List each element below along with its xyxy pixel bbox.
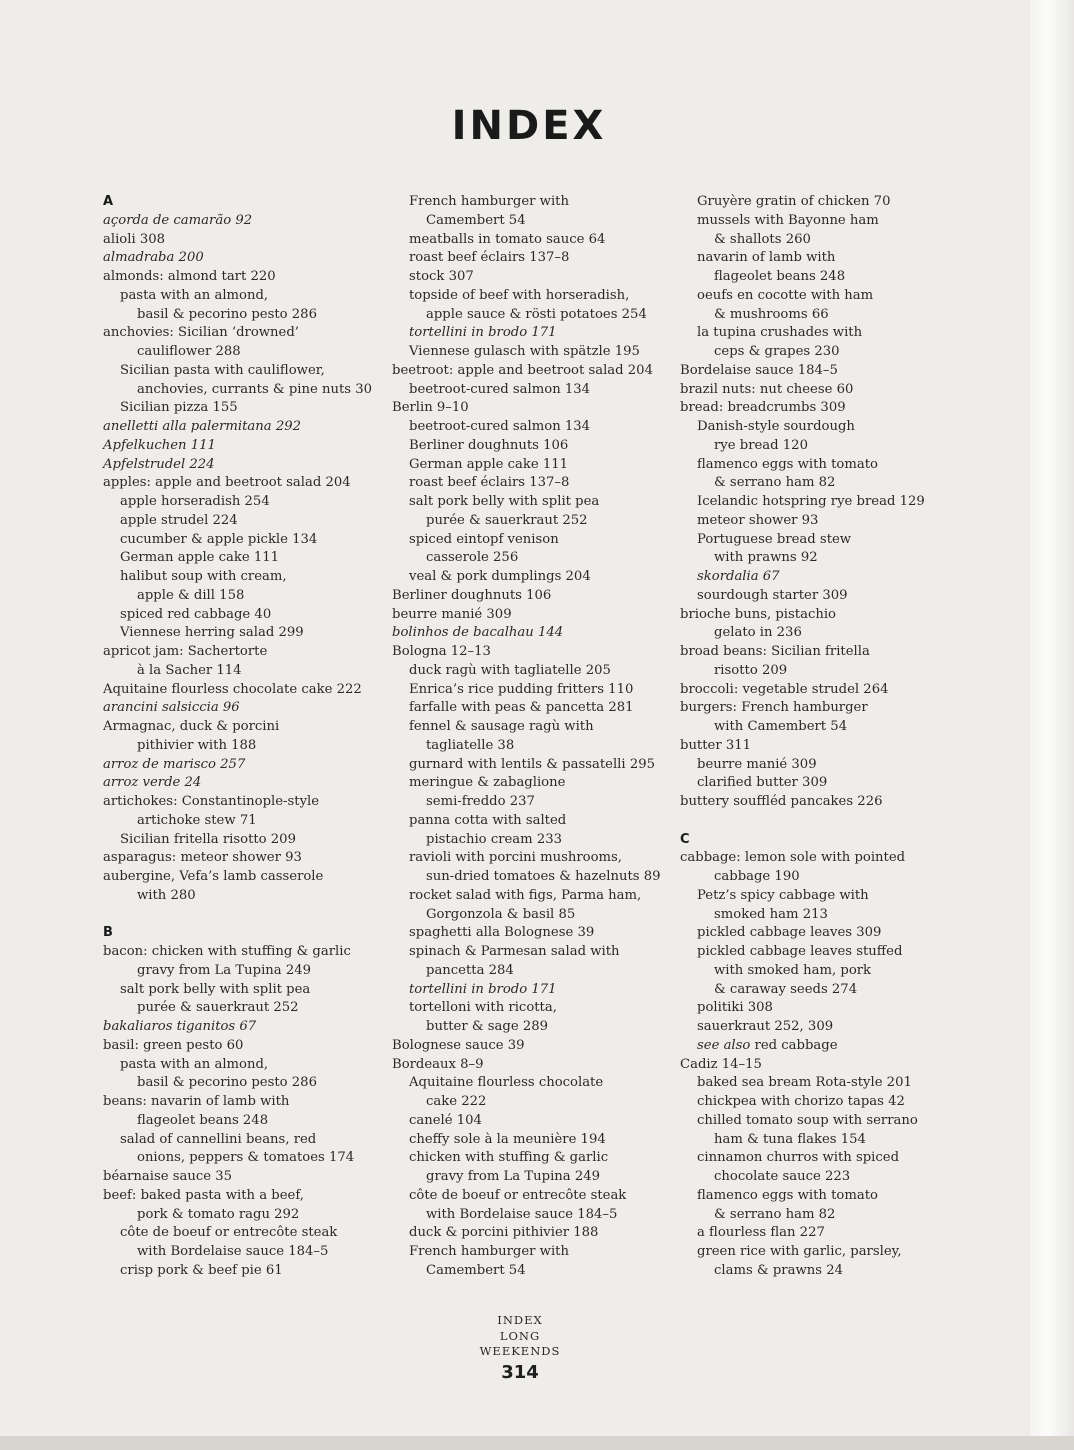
index-column-2 xyxy=(392,193,661,1281)
index-subentry: with Camembert 54 xyxy=(714,719,848,734)
index-entry: artichokes: Constantinople-style xyxy=(103,794,320,809)
index-subentry: purée & sauerkraut 252 xyxy=(137,1000,299,1016)
index-entry: anchovies: Sicilian ‘drowned’ xyxy=(103,325,299,341)
index-subentry: côte de boeuf or entrecôte steak xyxy=(409,1187,627,1203)
index-subentry: Aquitaine flourless chocolate xyxy=(409,1075,604,1091)
index-subentry: with 280 xyxy=(137,887,196,903)
index-subentry: gravy from La Tupina 249 xyxy=(426,1169,601,1184)
index-subentry: pasta with an almond, xyxy=(120,287,269,303)
index-subentry: la tupina crushades with xyxy=(697,325,863,341)
index-subentry: pistachio cream 233 xyxy=(426,831,563,847)
index-entry: aubergine, Vefa’s lamb casserole xyxy=(103,869,324,884)
index-subentry: basil & pecorino pesto 286 xyxy=(137,1075,317,1091)
index-subentry: salad of cannellini beans, red xyxy=(120,1131,317,1147)
index-entry: beetroot: apple and beetroot salad 204 xyxy=(392,362,653,378)
index-subentry: purée & sauerkraut 252 xyxy=(426,512,588,528)
index-subentry: panna cotta with salted xyxy=(409,812,567,828)
index-subentry: farfalle with peas & pancetta 281 xyxy=(409,700,634,716)
index-subentry: chickpea with chorizo tapas 42 xyxy=(697,1094,905,1109)
index-entry: burgers: French hamburger xyxy=(680,700,868,716)
index-subentry: cinnamon churros with spiced xyxy=(697,1150,900,1166)
index-subentry: spinach & Parmesan salad with xyxy=(409,944,620,959)
index-subentry: skordalia 67 xyxy=(697,569,780,584)
index-subentry: chilled tomato soup with serrano xyxy=(697,1112,918,1128)
section-letter: B xyxy=(103,925,113,941)
index-subentry: Danish-style sourdough xyxy=(697,419,855,434)
index-subentry: Viennese herring salad 299 xyxy=(120,625,304,641)
index-subentry: pickled cabbage leaves stuffed xyxy=(697,944,903,959)
index-subentry: stock 307 xyxy=(409,269,474,284)
index-subentry: French hamburger with xyxy=(409,194,569,209)
index-subentry: French hamburger with xyxy=(409,1244,569,1259)
index-subentry: salt pork belly with split pea xyxy=(409,494,600,509)
index-subentry: apple & dill 158 xyxy=(137,587,245,603)
index-subentry: ceps & grapes 230 xyxy=(714,344,840,359)
index-subentry: pickled cabbage leaves 309 xyxy=(697,925,882,941)
index-subentry: sauerkraut 252, 309 xyxy=(697,1019,834,1034)
index-subentry: halibut soup with cream, xyxy=(120,569,287,584)
index-subentry: & serrano ham 82 xyxy=(714,475,836,491)
index-subentry: chocolate sauce 223 xyxy=(714,1169,851,1184)
index-entry: arancini salsiccia 96 xyxy=(103,700,240,716)
index-entry: beef: baked pasta with a beef, xyxy=(103,1187,304,1203)
index-subentry: rye bread 120 xyxy=(714,437,808,453)
index-entry: butter 311 xyxy=(680,737,752,753)
index-subentry: with Bordelaise sauce 184–5 xyxy=(137,1244,329,1259)
index-subentry: pasta with an almond, xyxy=(120,1056,269,1072)
index-entry: apples: apple and beetroot salad 204 xyxy=(103,475,351,491)
index-subentry: cake 222 xyxy=(426,1094,487,1109)
index-subentry: Portuguese bread stew xyxy=(697,531,852,547)
index-subentry: beurre manié 309 xyxy=(697,756,817,772)
index-subentry: sun-dried tomatoes & hazelnuts 89 xyxy=(426,869,661,884)
index-subentry: meatballs in tomato sauce 64 xyxy=(409,231,606,247)
index-subentry: semi-freddo 237 xyxy=(426,794,535,809)
index-subentry: spaghetti alla Bolognese 39 xyxy=(409,925,595,941)
index-subentry: with prawns 92 xyxy=(714,550,818,566)
index-entry: Apfelkuchen 111 xyxy=(103,437,216,453)
index-subentry: flamenco eggs with tomato xyxy=(697,456,878,472)
index-subentry: Berliner doughnuts 106 xyxy=(409,437,569,453)
index-subentry: meringue & zabaglione xyxy=(409,775,566,791)
index-subentry: onions, peppers & tomatoes 174 xyxy=(137,1150,355,1166)
index-subentry: duck ragù with tagliatelle 205 xyxy=(409,662,611,678)
index-entry: bolinhos de bacalhau 144 xyxy=(392,625,564,641)
index-entry: beans: navarin of lamb with xyxy=(103,1094,290,1109)
index-entry: Cadiz 14–15 xyxy=(680,1056,762,1072)
index-subentry: spiced red cabbage 40 xyxy=(120,606,272,622)
index-entry: Bologna 12–13 xyxy=(392,644,491,659)
index-subentry: artichoke stew 71 xyxy=(137,812,257,828)
index-subentry: & serrano ham 82 xyxy=(714,1206,836,1222)
index-subentry: duck & porcini pithivier 188 xyxy=(409,1225,599,1241)
index-entry: Bolognese sauce 39 xyxy=(392,1037,525,1053)
index-entry: Berliner doughnuts 106 xyxy=(392,587,552,603)
index-subentry: veal & pork dumplings 204 xyxy=(409,569,591,584)
index-subentry: clarified butter 309 xyxy=(697,775,828,791)
index-subentry: crisp pork & beef pie 61 xyxy=(120,1262,283,1278)
index-subentry: roast beef éclairs 137–8 xyxy=(409,250,570,266)
index-subentry: anchovies, currants & pine nuts 30 xyxy=(137,381,373,397)
index-subentry: see also red cabbage xyxy=(697,1037,838,1053)
index-subentry: Gorgonzola & basil 85 xyxy=(426,906,576,922)
index-entry: cabbage: lemon sole with pointed xyxy=(680,850,906,866)
index-subentry: & caraway seeds 274 xyxy=(714,981,858,997)
index-entry: bacon: chicken with stuffing & garlic xyxy=(103,944,351,959)
index-entry: basil: green pesto 60 xyxy=(103,1037,244,1053)
index-subentry: gurnard with lentils & passatelli 295 xyxy=(409,756,655,772)
index-subentry: ravioli with porcini mushrooms, xyxy=(409,850,622,866)
index-subentry: ham & tuna flakes 154 xyxy=(714,1131,866,1147)
index-entry: buttery souffléd pancakes 226 xyxy=(680,794,883,809)
index-entry: brioche buns, pistachio xyxy=(680,606,836,622)
index-subentry: with smoked ham, pork xyxy=(714,962,872,978)
index-entry: açorda de camarão 92 xyxy=(103,212,253,228)
index-subentry: cucumber & apple pickle 134 xyxy=(120,531,318,547)
index-subentry: butter & sage 289 xyxy=(426,1019,549,1034)
index-entry: asparagus: meteor shower 93 xyxy=(103,850,302,866)
index-subentry: cabbage 190 xyxy=(714,869,800,884)
index-subentry: gravy from La Tupina 249 xyxy=(137,962,312,978)
index-subentry: a flourless flan 227 xyxy=(697,1225,825,1241)
running-footer xyxy=(470,1313,570,1360)
page-number: 314 xyxy=(501,1362,539,1383)
index-subentry: Camembert 54 xyxy=(426,212,526,228)
index-subentry: spiced eintopf venison xyxy=(409,531,559,547)
index-subentry: clams & prawns 24 xyxy=(714,1262,843,1278)
section-letter: A xyxy=(103,194,114,209)
index-subentry: German apple cake 111 xyxy=(120,550,280,566)
index-subentry: beetroot-cured salmon 134 xyxy=(409,381,591,397)
index-subentry: rocket salad with figs, Parma ham, xyxy=(409,887,642,903)
index-entry: almonds: almond tart 220 xyxy=(103,269,276,284)
index-column-3 xyxy=(680,193,925,1281)
index-subentry: Enrica’s rice pudding fritters 110 xyxy=(409,681,634,697)
index-subentry: navarin of lamb with xyxy=(697,250,836,266)
index-subentry: flageolet beans 248 xyxy=(137,1112,269,1128)
index-subentry: gelato in 236 xyxy=(714,625,802,641)
index-subentry: à la Sacher 114 xyxy=(137,662,242,678)
section-letter: C xyxy=(680,831,690,847)
index-subentry: fennel & sausage ragù with xyxy=(409,719,594,734)
index-subentry: Gruyère gratin of chicken 70 xyxy=(697,194,891,209)
index-entry: bakaliaros tiganitos 67 xyxy=(103,1019,257,1034)
index-subentry: Sicilian pizza 155 xyxy=(120,400,238,416)
index-subentry: salt pork belly with split pea xyxy=(120,981,311,997)
index-subentry: cheffy sole à la meunière 194 xyxy=(409,1131,606,1147)
index-subentry: baked sea bream Rota-style 201 xyxy=(697,1075,912,1091)
index-subentry: flageolet beans 248 xyxy=(714,269,846,284)
footer-line-3: WEEKENDS xyxy=(479,1344,561,1358)
index-entry: Armagnac, duck & porcini xyxy=(103,719,280,734)
index-subentry: mussels with Bayonne ham xyxy=(697,212,879,228)
index-subentry: German apple cake 111 xyxy=(409,456,569,472)
index-entry: Aquitaine flourless chocolate cake 222 xyxy=(103,681,362,697)
index-subentry: tagliatelle 38 xyxy=(426,737,515,753)
index-subentry: canelé 104 xyxy=(409,1112,482,1128)
index-entry: brazil nuts: nut cheese 60 xyxy=(680,381,854,397)
index-subentry: Camembert 54 xyxy=(426,1262,526,1278)
index-subentry: chicken with stuffing & garlic xyxy=(409,1150,609,1166)
index-entry: arroz de marisco 257 xyxy=(103,756,246,772)
index-entry: bread: breadcrumbs 309 xyxy=(680,400,846,416)
index-subentry: apple horseradish 254 xyxy=(120,494,270,509)
index-column-1 xyxy=(103,193,372,1281)
index-subentry: apple strudel 224 xyxy=(120,512,238,528)
page-bottom-shadow xyxy=(0,1436,1074,1450)
index-subentry: Sicilian fritella risotto 209 xyxy=(120,831,296,847)
index-subentry: flamenco eggs with tomato xyxy=(697,1187,878,1203)
index-subentry: & shallots 260 xyxy=(714,231,811,247)
index-subentry: Petz’s spicy cabbage with xyxy=(697,887,869,903)
index-entry: almadraba 200 xyxy=(103,250,204,266)
index-entry: béarnaise sauce 35 xyxy=(103,1169,233,1184)
index-subentry: casserole 256 xyxy=(426,550,519,566)
footer-line-2: LONG xyxy=(499,1328,541,1343)
index-subentry: tortellini in brodo 171 xyxy=(409,325,557,341)
index-subentry: oeufs en cocotte with ham xyxy=(697,287,874,303)
index-subentry: côte de boeuf or entrecôte steak xyxy=(120,1225,338,1241)
index-subentry: green rice with garlic, parsley, xyxy=(697,1244,902,1259)
index-subentry: cauliflower 288 xyxy=(137,344,241,359)
index-entry: anelletti alla palermitana 292 xyxy=(103,419,301,434)
index-entry: arroz verde 24 xyxy=(103,775,202,791)
index-subentry: sourdough starter 309 xyxy=(697,587,848,603)
index-entry: apricot jam: Sachertorte xyxy=(103,644,268,659)
index-entry: alioli 308 xyxy=(103,231,166,247)
index-entry: Apfelstrudel 224 xyxy=(103,456,215,472)
index-subentry: topside of beef with horseradish, xyxy=(409,287,630,303)
index-subentry: tortelloni with ricotta, xyxy=(409,1000,557,1016)
index-subentry: smoked ham 213 xyxy=(714,906,828,922)
footer-line-1: INDEX xyxy=(497,1313,543,1327)
page-edge xyxy=(1030,0,1074,1450)
index-subentry: apple sauce & rösti potatoes 254 xyxy=(426,306,647,322)
index-entry: Bordeaux 8–9 xyxy=(392,1056,484,1072)
index-subentry: pork & tomato ragu 292 xyxy=(137,1206,300,1222)
index-subentry: basil & pecorino pesto 286 xyxy=(137,306,317,322)
index-subentry: roast beef éclairs 137–8 xyxy=(409,475,570,491)
index-subentry: pithivier with 188 xyxy=(137,737,257,753)
index-subentry: with Bordelaise sauce 184–5 xyxy=(426,1206,618,1222)
index-subentry: tortellini in brodo 171 xyxy=(409,981,557,997)
page-title: INDEX xyxy=(451,103,607,149)
index-subentry: pancetta 284 xyxy=(426,962,514,978)
index-subentry: beetroot-cured salmon 134 xyxy=(409,419,591,434)
index-subentry: risotto 209 xyxy=(714,662,788,678)
index-subentry: Viennese gulasch with spätzle 195 xyxy=(409,344,640,359)
index-subentry: meteor shower 93 xyxy=(697,512,819,528)
index-entry: Berlin 9–10 xyxy=(392,400,469,416)
see-also-label: see also xyxy=(697,1037,751,1053)
index-subentry: Sicilian pasta with cauliflower, xyxy=(120,362,325,378)
index-entry: Bordelaise sauce 184–5 xyxy=(680,362,838,378)
index-entry: broccoli: vegetable strudel 264 xyxy=(680,681,889,697)
index-subentry: & mushrooms 66 xyxy=(714,306,829,322)
index-entry: broad beans: Sicilian fritella xyxy=(680,644,870,659)
index-subentry: politiki 308 xyxy=(697,1000,773,1016)
index-subentry: Icelandic hotspring rye bread 129 xyxy=(697,494,925,509)
index-entry: beurre manié 309 xyxy=(392,606,512,622)
